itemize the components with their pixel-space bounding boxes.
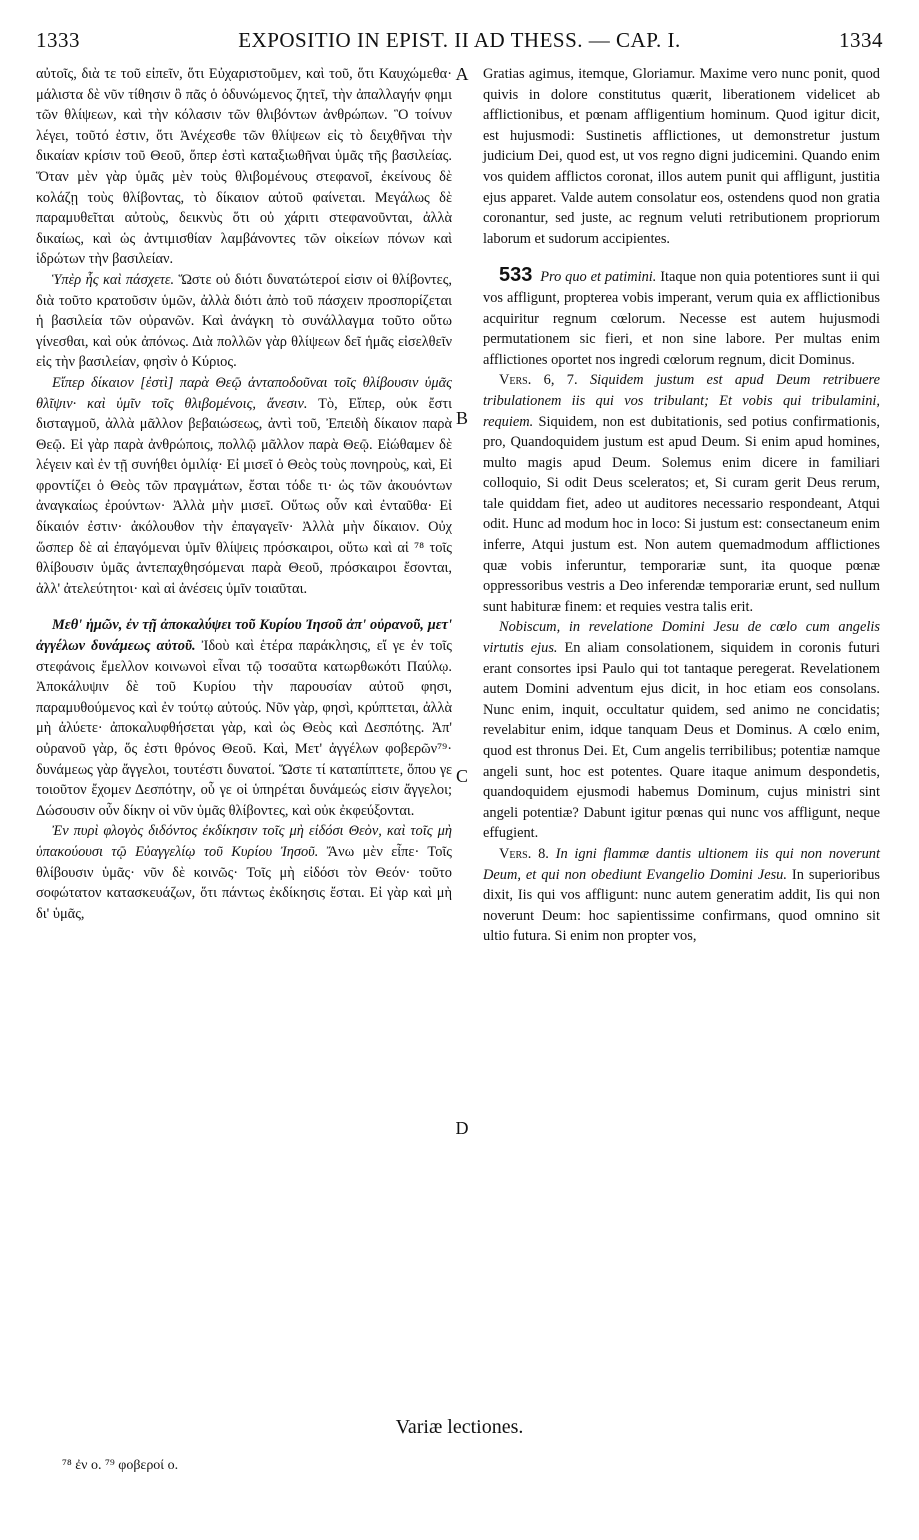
greek-paragraph — [36, 821, 452, 924]
scripture-lemma: In igni flammæ dantis ultionem iis qui non noverunt Deum, et qui non obediunt Evangelio Domini Jesu. — [483, 845, 880, 883]
verse-reference: Vers. 8. — [499, 845, 549, 862]
commentary-text: Ἰδοὺ καὶ ἑτέρα παράκλησις, εἴ γε ἐν τοῖς στεφάνοις ἔμελλον κοινωνοὶ εἶναι τῷ τοσαῦτα κατωρθωκότι Παύλῳ. Ἀποκάλυψιν δὲ τοῦ Κυρίου τὴν παρουσίαν αὐτοῦ φησι, παραμυθούμενος καὶ ἐν τούτῳ αὐτούς. Νῦν γὰρ, φησὶ, κρύπτεται, ἀλλὰ μὴ ἀλύετε· ἀποκαλυφθήσεται γὰρ, καὶ ὡς Θεὸς καὶ Δεσπότης. Ἀπ' οὐρανοῦ γὰρ, ὅς ἐστι θρόνος Θεοῦ. Καὶ, Μετ' ἀγγέλων φοβερῶν⁷⁹· δυνάμεως γὰρ ἄγγελοι, τουτέστι δυνατοί. Ὥστε τί καταπίπτετε, ὅπου γε τοιοῦτον ἔχομεν Δεσπότην, οὗ γε οἱ ὑπηρέται δυνάμεώς εἰσιν ἄγγελοι; Δώσουσιν οὖν δίκην οἱ νῦν ὑμᾶς θλίβοντες, καὶ οὐκ ἐκφεύξονται. — [36, 638, 452, 819]
scripture-lemma: Siquidem justum est apud Deum retribuere tribulationem iis qui vos tribulant; Et vobis qui tribulamini, requiem. — [483, 372, 880, 430]
scripture-lemma: Μεθ' ἡμῶν, ἐν τῇ ἀποκαλύψει τοῦ Κυρίου Ἰησοῦ ἀπ' οὐρανοῦ, μετ' ἀγγέλων δυνάμεως αὐτοῦ. — [36, 617, 452, 655]
margin-letter-a: A — [455, 64, 469, 84]
commentary-text: Τὸ, Εἴπερ, οὐκ ἔστι δισταγμοῦ, ἀλλὰ μᾶλλον βεβαιώσεως, ἀντὶ τοῦ, Ἐπειδὴ δίκαιον παρὰ Θεῷ. Εἰ γὰρ παρὰ ἀνθρώποις, πολλῷ μᾶλλον παρὰ Θεῷ. Εἰώθαμεν δὲ λέγειν καὶ ἐν τῇ συνήθει ὁμιλίᾳ· Εἰ μισεῖ ὁ Θεὸς τοὺς πονηροὺς, καὶ, Εἰ φροντίζει ὁ Θεὸς τῶν πραγμάτων, ἔσται τόδε τι· ὡς τῶν ἀκουόντων ἀναγκαίως ἐρούντων· Ἀλλὰ μὴν μισεῖ. Οὕτως οὖν καὶ ἐνταῦθα· Εἰ δίκαιόν ἐστιν· ἀκόλουθον τὴν ἐπαγαγεῖν· Ἀλλὰ μὴν δίκαιον. Οὐχ ὥσπερ δὲ αἱ ἐπαγόμεναι ὑμῖν θλίψεις πρόσκαιροι, οὕτω καὶ αἱ ⁷⁸ τοῖς θλίβουσιν ὑμᾶς ἀντεπαχθησόμεναι παρὰ Θεοῦ, πρόσκαιροι ἔσονται, ἀλλ' ἀτελεύτητοι· καὶ αἱ ἀνέσεις ὑμῖν τοιαῦται. — [36, 395, 452, 597]
latin-paragraph: Gratias agimus, itemque, Gloriamur. Maxime vero nunc ponit, quod quivis in dolore constitutus quærit, liberationem videlicet ab afflictionibus, et pœnam affligentium hominum. Quod igitur dicit, est hujusmodi: Sustinetis afflictiones, ut demonstretur justum judicium Dei, quod est, ut vos regno digni judicemini. Quando enim vos quidem afflictos coronat, illos autem punit qui affligunt, justitia ejus apparet. Valde autem consolatur eos, ostendens quod non gratia coronantur, sed juste, ac regnum veluti retributionem propriorum laborum et sudorum accipientes. — [483, 66, 880, 247]
latin-paragraph — [483, 265, 880, 370]
greek-paragraph: αὐτοῖς, διὰ τε τοῦ εἰπεῖν, ὅτι Εὐχαριστοῦμεν, καὶ τοῦ, ὅτι Καυχώμεθα· μάλιστα δὲ νῦν τίθησιν ὃ πᾶς ὁ ὀδυνώμενος ζητεῖ, τὴν ἀπαλλαγήν φημι τῶν θλίψεων, καὶ τὴν κόλασιν τῶν θλιβόντων ἀνθρώπων. Ὃ τοίνυν λέγει, τοῦτό ἐστιν, ὅτι Ἀνέχεσθε τῶν θλίψεων εἰς τὸ δειχθῆναι τὴν δικαίαν κρίσιν τοῦ Θεοῦ, ὅπερ ἐστὶ καταξιωθῆναι ὑμᾶς τῆς βασιλείας. Ὅταν μὲν γὰρ ὑμᾶς μὲν τοὺς θλιβομένους στεφανοῖ, ἐκείνους δὲ κολάζῃ τοὺς θλίβοντας, τὸ δίκαιον αὐτοῦ φαίνεται. Μεγάλως δὲ παραμυθεῖται αὐτοὺς, δεικνὺς ὅτι οὐ χάριτι στεφανοῦνται, ἀλλὰ δικαίως, καὶ ὡς ἀντιμισθίαν λαμβάνοντες τῶν οἰκείων πόνων καὶ ἱδρώτων τὴν βασιλείαν. — [36, 66, 452, 268]
page-number-left: 1333 — [36, 28, 80, 52]
latin-paragraph — [483, 844, 880, 947]
scripture-lemma: Εἴπερ δίκαιον [ἐστὶ] παρὰ Θεῷ ἀνταποδοῦναι τοῖς θλίβουσιν ὑμᾶς θλῖψιν· καὶ ὑμῖν τοῖς θλιβομένοις, ἄνεσιν. — [36, 374, 452, 412]
latin-paragraph — [483, 370, 880, 617]
commentary-text: Ὥστε οὐ διότι δυνατώτεροί εἰσιν οἱ θλίβοντες, διὰ τοῦτο κρατοῦσιν ὑμῶν, ἀλλὰ διότι ἀπὸ τοῦ πάσχειν προσπορίζεται ἡ βασιλεία τῶν οὐρανῶν. Καὶ ἀνάγκη τὸ συνάλλαγμα τοῦτο οὕτω γίνεσθαι, καὶ οὐκ ἀπόνως. Διὰ πολλῶν γὰρ θλίψεων δεῖ ἡμᾶς εἰσελθεῖν εἰς τὴν βασιλείαν, φησὶν ὁ Κύριος. — [36, 271, 452, 371]
margin-letter-b: B — [455, 408, 468, 428]
verse-reference: Vers. 6, 7. — [499, 372, 578, 389]
column-number: 533 — [499, 264, 533, 287]
latin-column — [483, 64, 880, 947]
commentary-text: Ἄνω μὲν εἶπε· Τοῖς θλίβουσιν ὑμᾶς· νῦν δὲ κοινῶς· Τοῖς μὴ εἰδόσι τὸν Θεόν· τοῦτο σοφώτατον κατασκευάζων, ὅτι πάντως ἐκδίκησις ἔσται. Εἰ γὰρ καὶ μὴ δι' ὑμᾶς, — [36, 843, 452, 922]
commentary-text: In superioribus dixit, Iis qui vos affligunt: nunc autem generatim addit, Iis qui non noverunt Deum: hoc sapientissime confirmans, quod omnino sit ultio futura. Si enim non propter vos, — [483, 866, 881, 945]
greek-paragraph — [36, 373, 452, 600]
scripture-lemma: Ὑπὲρ ἧς καὶ πάσχετε. — [52, 271, 175, 288]
variant-readings: ⁷⁸ ἐν ο. ⁷⁹ φοβεροί ο. — [62, 1458, 179, 1473]
scripture-lemma: Ἐν πυρὶ φλογὸς διδόντος ἐκδίκησιν τοῖς μὴ εἰδόσι Θεὸν, καὶ τοῖς μὴ ὑπακούουσι τῷ Εὐαγγελίῳ τοῦ Κυρίου Ἰησοῦ. — [36, 823, 452, 860]
scripture-lemma: Pro quo et patimini. — [540, 269, 657, 286]
running-header — [36, 28, 883, 60]
margin-letter-d: D — [455, 1118, 469, 1138]
margin-letter-c: C — [455, 766, 468, 786]
latin-paragraph — [483, 617, 880, 844]
page-number-right: 1334 — [839, 28, 883, 52]
scripture-lemma: Nobiscum, in revelatione Domini Jesu de cœlo cum angelis virtutis ejus. — [483, 619, 880, 657]
commentary-text: Siquidem, non est dubitationis, sed potius confirmationis, pro, Quandoquidem justum est apud Deum. Si enim apud homines, multo magis apud Deum. Solemus enim dicere in familiari colloquio, Si odit Deus sceleratos; et, Si curam gerit Deus rerum, tale quiddam fiet, adeo ut auditores necessario respondeant, Atqui odit. Hunc ad modum hoc in loco: Si justum est: consectaneum enim inferre, Atqui justum est. Non autem quemadmodum afflictiones quæ vobis inferuntur, temporariæ sunt, ita quoque pœnæ oppressoribus vestris a Deo inferendæ temporariæ erunt, sed nullum sunt habituræ finem: et requies vestra talis erit. — [483, 413, 880, 615]
commentary-text: Itaque non quia potentiores sunt ii qui vos affligunt, propterea vobis imperant, verum quia ex afflictionibus acquiritur regnum cœlorum. Necesse est autem hujusmodi permutationem sic fieri, et non sine labore. Per multas enim afflictiones oportet nos ingredi cœlorum regnum, dicit Dominus. — [483, 269, 880, 368]
greek-paragraph — [36, 615, 452, 821]
running-title: EXPOSITIO IN EPIST. II AD THESS. — CAP. I. — [238, 28, 681, 52]
variant-readings-title: Variæ lectiones. — [395, 1416, 524, 1438]
greek-paragraph — [36, 270, 452, 373]
greek-column — [36, 64, 452, 924]
commentary-text: En aliam consolationem, siquidem in coronis futuri erant consortes ipsi Paulo qui tot tantaque peregerat. Revelationem autem Domini adventum ejus dicit, in hoc etiam eos consolans. Nunc enim, inquit, occultatur quidem, sed animo ne concidatis; revelabitur enim, idque tanquam Deus et Dominus. A cœlo enim, quod est thronus Dei. Et, Cum angelis terribilibus; potentiæ namque angeli sunt, hoc est potentes. Quare itaque animum despondetis, quandoquidem ejusmodi habemus Dominum, cujus ministri sint angeli potentiæ? Dabunt igitur pœnas qui nunc vos affligunt, neque effugient. — [483, 640, 880, 842]
